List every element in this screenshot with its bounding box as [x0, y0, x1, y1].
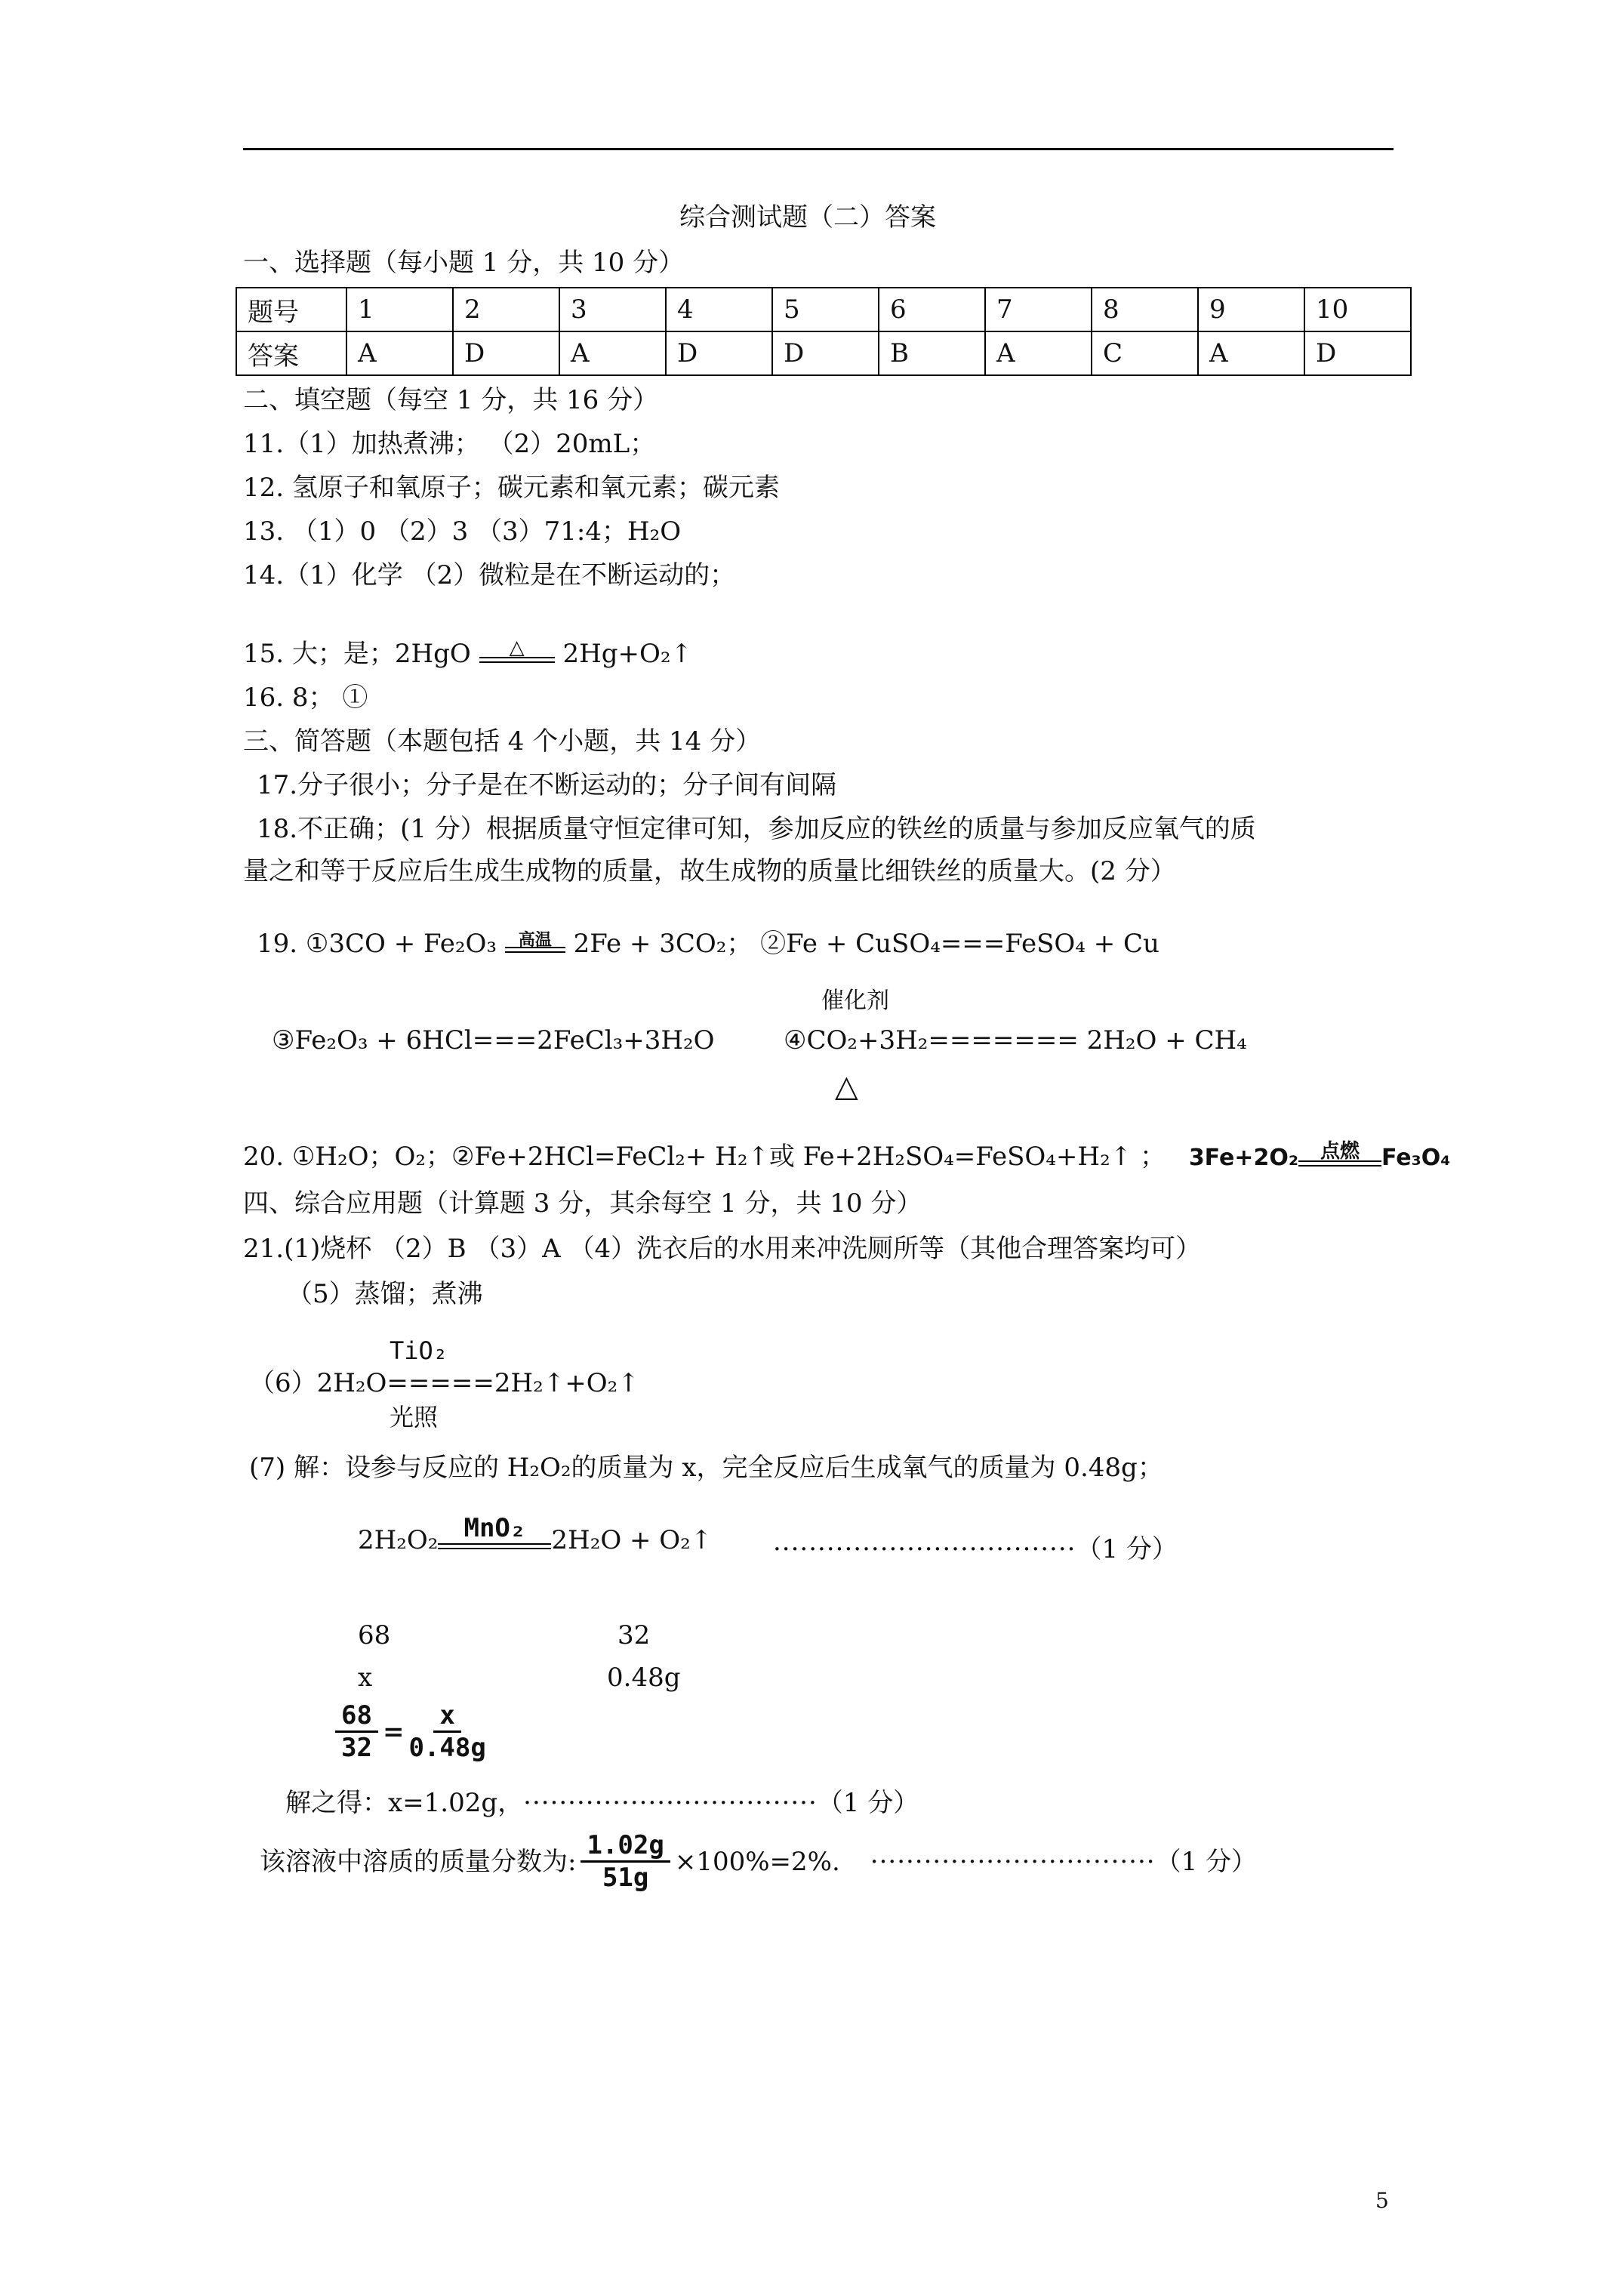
answer-21-line4: (7) 解：设参与反应的 H₂O₂的质量为 x，完全反应后生成氧气的质量为 0.48g；: [249, 1453, 1163, 1483]
answer-19-line1: [257, 929, 1160, 960]
score-1: （1 分）: [1076, 1534, 1178, 1564]
equation-arrow: [505, 930, 565, 960]
table-cell-answer: A: [1198, 331, 1304, 375]
section-2-heading: 二、填空题（每空 1 分，共 16 分）: [243, 385, 659, 415]
section-1-heading: 一、选择题（每小题 1 分，共 10 分）: [243, 248, 685, 278]
answer-20-products: Fe₃O₄: [1381, 1145, 1451, 1171]
table-cell-number: 9: [1198, 288, 1304, 331]
answer-table: [236, 287, 1412, 376]
answer-20-reactants: 3Fe+2O₂: [1188, 1145, 1298, 1171]
table-cell-number: 8: [1092, 288, 1198, 331]
solve-text: 解之得：x=1.02g，: [285, 1788, 524, 1818]
answer-20-text: 20. ①H₂O；O₂；②Fe+2HCl=FeCl₂+ H₂↑或 Fe+2H₂SO₄=FeSO₄+H₂↑ ；: [243, 1142, 1166, 1172]
mass-fraction-label: 该溶液中溶质的质量分数为:: [260, 1846, 577, 1877]
answer-21-products: 2H₂O + O₂↑: [551, 1525, 713, 1555]
table-cell-answer: D: [1304, 331, 1411, 375]
mass-x: x: [358, 1663, 373, 1693]
table-row-answers: [236, 331, 1411, 375]
condition-mno2: MnO₂: [463, 1513, 526, 1543]
table-cell-number: 5: [772, 288, 879, 331]
table-cell-answer: B: [879, 331, 985, 375]
mass-32: 32: [617, 1620, 651, 1650]
table-header-number: 题号: [236, 288, 346, 331]
answer-13: 13. （1）0 （2）3 （3）71:4；H₂O: [243, 516, 682, 547]
table-cell-answer: A: [985, 331, 1092, 375]
answer-21-line1: 21.(1)烧杯 （2）B （3）A （4）洗衣后的水用来冲洗厕所等（其他合理答案均可）: [243, 1234, 1202, 1264]
fraction-numerator: 68: [335, 1700, 378, 1733]
answer-21-reactants: 2H₂O₂: [358, 1525, 439, 1555]
score-line-1: [773, 1534, 1178, 1564]
table-cell-answer: D: [453, 331, 559, 375]
condition-heat: △: [509, 636, 525, 659]
section-3-heading: 三、简答题（本题包括 4 个小题，共 14 分）: [243, 726, 762, 757]
answer-11: 11.（1）加热煮沸； （2）20mL；: [243, 429, 656, 459]
fraction-102-51: [581, 1830, 670, 1893]
answer-20-equation: [1188, 1139, 1451, 1171]
table-cell-answer: A: [559, 331, 666, 375]
top-rule: [243, 148, 1394, 150]
page-number: 5: [1375, 2188, 1389, 2213]
answer-20: [243, 1139, 1451, 1174]
mass-fraction-line: [260, 1830, 1257, 1893]
answer-18-line2: 量之和等于反应后生成生成物的质量，故生成物的质量比细铁丝的质量大。(2 分）: [243, 856, 1176, 886]
answer-15-reactants: 15. 大；是；2HgO: [243, 639, 471, 669]
fraction-68-32: [335, 1700, 378, 1763]
score-3: （1 分）: [1155, 1846, 1258, 1877]
page-title: 综合测试题（二）答案: [679, 202, 936, 233]
section-4-heading: 四、综合应用题（计算题 3 分，其余每空 1 分，共 10 分）: [243, 1188, 922, 1219]
mass-048: 0.48g: [607, 1663, 681, 1693]
table-cell-answer: A: [346, 331, 453, 375]
equation-arrow: [479, 636, 555, 670]
answer-15-products: 2Hg+O₂↑: [562, 639, 692, 669]
answer-17: 17.分子很小；分子是在不断运动的；分子间有间隔: [257, 770, 837, 800]
ratio-equation: [331, 1700, 491, 1763]
equals-sign: =: [382, 1716, 405, 1747]
table-cell-answer: D: [666, 331, 772, 375]
leader-dots: ································: [870, 1846, 1156, 1877]
answer-21-equation: [358, 1513, 713, 1557]
answer-15: [243, 636, 692, 670]
condition-ignite: 点燃: [1320, 1139, 1360, 1163]
answer-19-products: 2Fe + 3CO₂； ②Fe + CuSO₄===FeSO₄ + Cu: [573, 929, 1160, 959]
fraction-denominator: 51g: [602, 1863, 649, 1893]
answer-21-line3: （6）2H₂O=====2H₂↑+O₂↑: [249, 1368, 639, 1398]
answer-21-line2: （5）蒸馏；煮沸: [287, 1279, 483, 1309]
table-cell-answer: C: [1092, 331, 1198, 375]
answer-16: 16. 8； ①: [243, 683, 368, 713]
fraction-x-048: [408, 1700, 485, 1763]
answer-19-reactants: 19. ①3CO + Fe₂O₃: [257, 929, 497, 959]
score-2: （1 分）: [817, 1788, 919, 1818]
equation-arrow: [438, 1513, 551, 1557]
leader-dots: ··································: [773, 1534, 1076, 1564]
fraction-denominator: 32: [341, 1733, 372, 1763]
table-cell-number: 4: [666, 288, 772, 331]
heat-triangle: △: [835, 1069, 858, 1104]
table-cell-number: 10: [1304, 288, 1411, 331]
solve-line: [285, 1788, 919, 1818]
mass-68: 68: [358, 1620, 391, 1650]
table-cell-number: 6: [879, 288, 985, 331]
catalyst-label: 催化剂: [821, 988, 889, 1014]
answer-12: 12. 氢原子和氧原子；碳元素和氧元素；碳元素: [243, 473, 780, 503]
table-cell-number: 2: [453, 288, 559, 331]
table-row-numbers: [236, 288, 1411, 331]
answer-14: 14.（1）化学 （2）微粒是在不断运动的；: [243, 560, 736, 590]
answer-19-line2-left: ③Fe₂O₃ + 6HCl===2FeCl₃+3H₂O: [272, 1025, 715, 1056]
leader-dots: ·································: [523, 1788, 818, 1818]
fraction-denominator: 0.48g: [408, 1733, 486, 1763]
catalyst-tio2: TiO₂: [390, 1336, 448, 1365]
equation-arrow: [1298, 1139, 1381, 1174]
condition-light: 光照: [390, 1403, 439, 1432]
condition-high-temp: 高温: [518, 931, 552, 950]
table-cell-number: 3: [559, 288, 666, 331]
table-cell-number: 7: [985, 288, 1092, 331]
answer-19-line2-right: ④CO₂+3H₂======= 2H₂O + CH₄: [784, 1025, 1247, 1056]
table-header-answer: 答案: [236, 331, 346, 375]
answer-18-line1: 18.不正确；(1 分）根据质量守恒定律可知，参加反应的铁丝的质量与参加反应氧气的质: [257, 814, 1256, 844]
mass-fraction-result: ×100%=2%.: [674, 1846, 840, 1877]
table-cell-answer: D: [772, 331, 879, 375]
fraction-numerator: 1.02g: [581, 1830, 670, 1863]
table-cell-number: 1: [346, 288, 453, 331]
fraction-numerator: x: [433, 1700, 460, 1733]
